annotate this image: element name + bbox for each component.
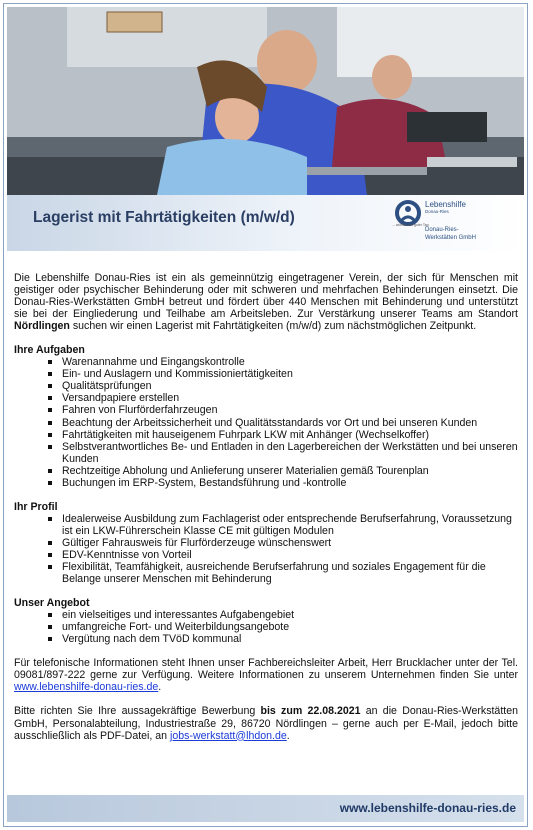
website-link[interactable]: www.lebenshilfe-donau-ries.de — [14, 681, 159, 694]
logo-org-line1: Donau-Ries- — [425, 227, 459, 233]
intro-location: Nördlingen — [14, 320, 70, 333]
contact-paragraph — [14, 657, 518, 693]
apply-text-1: Bitte richten Sie Ihre aussagekräftige Bewerbung — [14, 705, 261, 718]
apply-deadline: bis zum 22.08.2021 — [260, 705, 361, 718]
lebenshilfe-logo — [392, 197, 512, 251]
list-item: Flexibilität, Teamfähigkeit, ausreichende Berufserfahrung und soziales Engagement für die Belange unserer Menschen mit Behinderung — [62, 561, 518, 585]
list-item: ein vielseitiges und interessantes Aufgabengebiet — [62, 609, 518, 621]
job-description — [14, 272, 518, 742]
apply-end: . — [286, 729, 290, 742]
list-item: Beachtung der Arbeitssicherheit und Qualitätsstandards vor Ort und bei unseren Kunden — [62, 417, 518, 429]
list-item: Idealerweise Ausbildung zum Fachlagerist oder entsprechende Berufserfahrung, Voraussetzung ist ein LKW-Führerschein Klasse CE mit gültigen Modulen — [62, 513, 518, 537]
logo-org-line2: Werkstätten GmbH — [425, 235, 476, 241]
intro-text-2: suchen wir einen Lagerist mit Fahrtätigkeiten (m/w/d) zum nächstmöglichen Zeitpunkt. — [69, 320, 477, 333]
job-title: Lagerist mit Fahrtätigkeiten (m/w/d) — [33, 209, 295, 226]
list-item: Warenannahme und Eingangskontrolle — [62, 356, 518, 368]
list-item: Ein- und Auslagern und Kommissioniertätigkeiten — [62, 368, 518, 380]
logo-sub: Donau-Ries — [425, 209, 449, 214]
list-item: Qualitätsprüfungen — [62, 380, 518, 392]
offer-heading: Unser Angebot — [14, 597, 90, 610]
list-item: Versandpapiere erstellen — [62, 392, 518, 404]
workshop-photo-illustration — [7, 7, 524, 195]
list-item: Fahren von Flurförderfahrzeugen — [62, 404, 518, 416]
list-item: Selbstverantwortliches Be- und Entladen in den Lagerbereichen der Werkstätten und bei unseren Kunden — [62, 440, 518, 465]
logo-tagline: ... würden ein guter Tag — [392, 223, 429, 227]
profile-list — [14, 513, 518, 585]
list-item: umfangreiche Fort- und Weiterbildungsangebote — [62, 621, 518, 633]
footer-url: www.lebenshilfe-donau-ries.de — [339, 801, 516, 815]
apply-text-2: an die Donau-Ries-Werkstätten GmbH, Personalabteilung, Industriestraße 29, 86720 Nördlingen – gerne auch per E-Mail, jedoch bitte ausschließlich als PDF-Datei, an — [14, 705, 518, 742]
contact-text: Für telefonische Informationen steht Ihnen unser Fachbereichsleiter Arbeit, Herr Brucklacher unter der Tel. 09081/897-222 gerne zur Verfügung. Weitere Informationen zu unserem Unternehmen finden Sie unter — [14, 657, 518, 682]
footer-band — [7, 795, 524, 822]
list-item: Buchungen im ERP-System, Bestandsführung und -kontrolle — [62, 477, 518, 489]
profile-heading: Ihr Profil — [14, 500, 58, 513]
intro-paragraph — [14, 272, 518, 332]
list-item: Gültiger Fahrausweis für Flurförderzeuge wünschenswert — [62, 537, 518, 549]
apply-paragraph — [14, 705, 518, 741]
email-link[interactable]: jobs-werkstatt@lhdon.de — [170, 729, 287, 742]
list-item: Rechtzeitige Abholung und Anlieferung unserer Materialien gemäß Tourenplan — [62, 465, 518, 477]
header-photo — [7, 7, 524, 195]
logo-name: Lebenshilfe — [425, 200, 466, 209]
list-item: Fahrtätigkeiten mit hauseigenem Fuhrpark LKW mit Anhänger (Wechselkoffer) — [62, 429, 518, 441]
contact-end: . — [158, 681, 162, 694]
intro-text-1: Die Lebenshilfe Donau-Ries ist ein als gemeinnützig eingetragener Verein, der sich für Menschen mit geistiger oder psychischer Behinderung oder mit schweren und mehrfachen Behinderungen einsetzt. Die Donau-Ries-Werkstätten GmbH betreut und fördert über 440 Menschen mit Behinderung und unterstützt sie bei der Eingliederung und Teilhabe am Arbeitsleben. Zur Verstärkung unserer Teams am Standort — [14, 272, 518, 321]
offer-list — [14, 609, 518, 645]
tasks-heading: Ihre Aufgaben — [14, 344, 85, 357]
list-item: EDV-Kenntnisse von Vorteil — [62, 549, 518, 561]
tasks-list — [14, 356, 518, 489]
list-item: Vergütung nach dem TVöD kommunal — [62, 633, 518, 645]
